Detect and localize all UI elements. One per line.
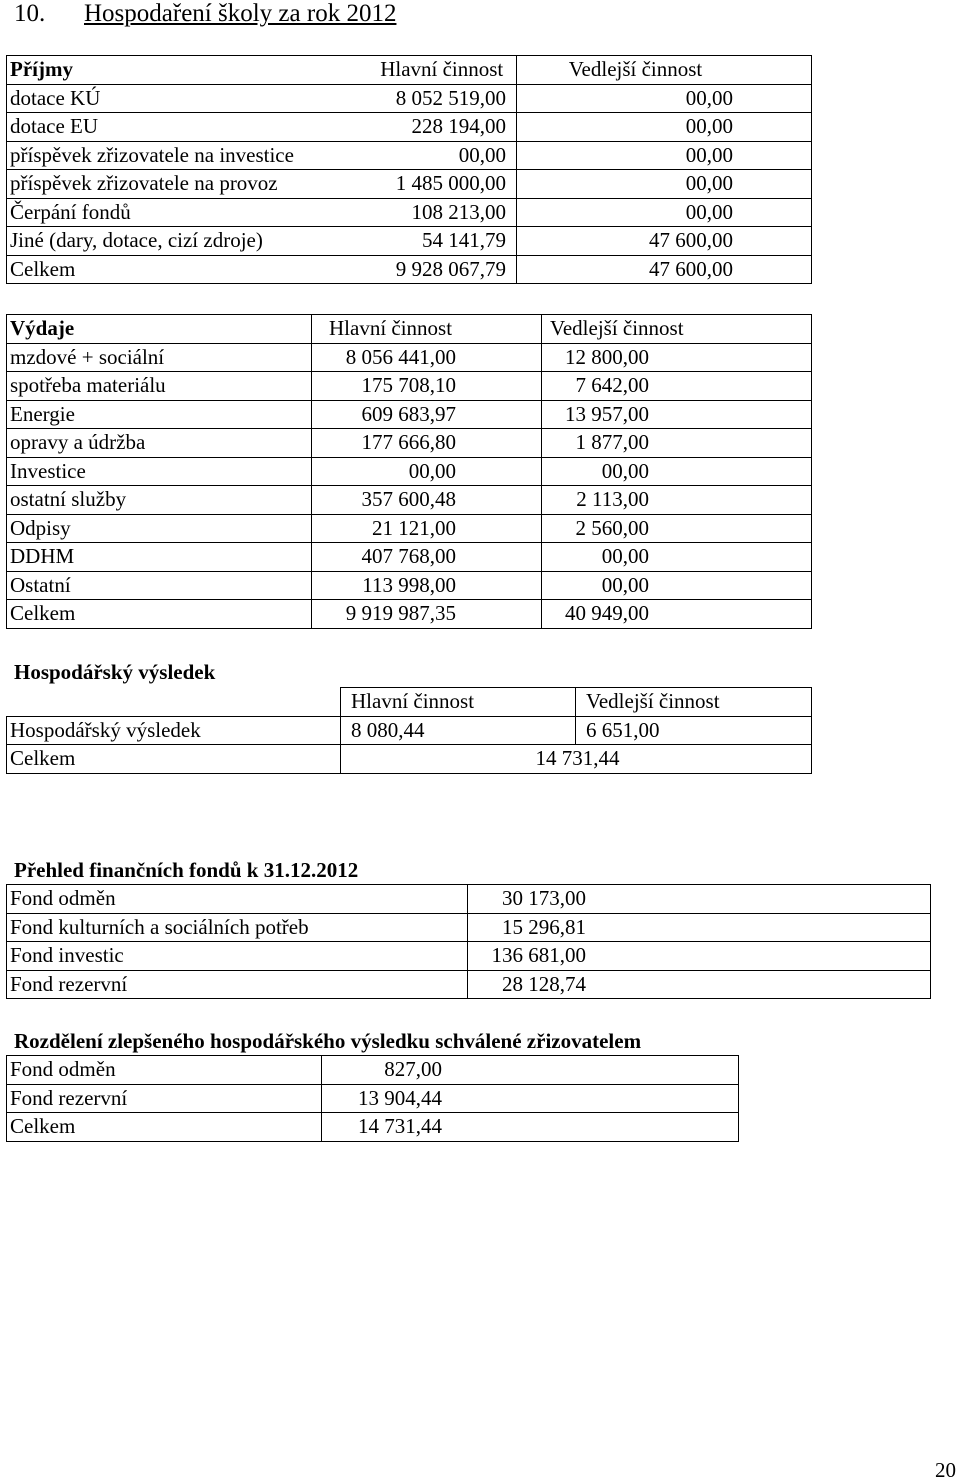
column-header-blank [7,688,341,717]
table-row [7,113,812,142]
result-title: Hospodářský výsledek [14,660,216,684]
column-header-main: Hlavní činnost [312,315,542,344]
section-title: Hospodaření školy za rok 2012 [84,0,397,27]
secondary-value: 00,00 [517,141,812,170]
row-label: Čerpání fondů [7,198,365,227]
secondary-value: 00,00 [542,571,812,600]
fund-amount: 15 296,81 [502,914,586,939]
fund-value [468,885,931,914]
secondary-value: 00,00 [517,84,812,113]
secondary-value: 6 651,00 [576,716,812,745]
table-row [7,885,931,914]
secondary-value: 2 560,00 [542,514,812,543]
result-table [6,687,812,774]
table-row [7,913,931,942]
distribution-label: Celkem [7,1113,322,1142]
table-row [7,400,812,429]
table-row [7,343,812,372]
secondary-value: 13 957,00 [542,400,812,429]
table-row [7,571,812,600]
main-value: 113 998,00 [312,571,542,600]
row-label: dotace EU [7,113,365,142]
total-row [7,1113,739,1142]
table-row [7,141,812,170]
row-label: Celkem [7,745,341,774]
table-row [7,1084,739,1113]
distribution-value [322,1113,739,1142]
total-row [7,745,812,774]
table-row [7,227,812,256]
secondary-value: 12 800,00 [542,343,812,372]
row-label: příspěvek zřizovatele na investice [7,141,365,170]
expenses-table [6,314,812,629]
secondary-value: 00,00 [542,457,812,486]
fund-amount: 28 128,74 [502,971,586,996]
table-row [7,198,812,227]
secondary-value: 47 600,00 [517,255,812,284]
table-row [7,170,812,199]
distribution-amount: 13 904,44 [358,1085,442,1110]
main-value: 108 213,00 [365,198,517,227]
secondary-value: 40 949,00 [542,600,812,629]
table-header-row [7,315,812,344]
table-row [7,543,812,572]
main-value: 9 919 987,35 [312,600,542,629]
secondary-value: 00,00 [542,543,812,572]
distribution-value [322,1056,739,1085]
table-header-row [7,56,812,85]
main-value: 21 121,00 [312,514,542,543]
table-row [7,942,931,971]
row-label: Celkem [7,600,312,629]
income-header: Příjmy [7,56,365,85]
row-label: spotřeba materiálu [7,372,312,401]
funds-title: Přehled finančních fondů k 31.12.2012 [14,858,359,882]
row-label: příspěvek zřizovatele na provoz [7,170,365,199]
fund-label: Fond kulturních a sociálních potřeb [7,913,468,942]
secondary-value: 47 600,00 [517,227,812,256]
row-label: Ostatní [7,571,312,600]
fund-value [468,970,931,999]
distribution-label: Fond rezervní [7,1084,322,1113]
expenses-header: Výdaje [7,315,312,344]
row-label: ostatní služby [7,486,312,515]
fund-label: Fond rezervní [7,970,468,999]
main-value: 00,00 [365,141,517,170]
secondary-value: 00,00 [517,113,812,142]
total-row [7,255,812,284]
main-value: 175 708,10 [312,372,542,401]
table-row [7,514,812,543]
row-label: Hospodářský výsledek [7,716,341,745]
table-row [7,457,812,486]
section-heading [14,0,396,28]
income-table [6,55,812,284]
table-row [7,1056,739,1085]
main-value: 9 928 067,79 [365,255,517,284]
column-header-secondary: Vedlejší činnost [517,56,812,85]
table-row [7,372,812,401]
main-value: 228 194,00 [365,113,517,142]
main-value: 177 666,80 [312,429,542,458]
table-row [7,970,931,999]
main-value: 00,00 [312,457,542,486]
section-number: 10. [14,0,46,27]
page-number: 20 [935,1458,956,1482]
secondary-value: 00,00 [517,170,812,199]
row-label: opravy a údržba [7,429,312,458]
funds-table [6,884,931,999]
row-label: Celkem [7,255,365,284]
fund-value [468,913,931,942]
row-label: Odpisy [7,514,312,543]
main-value: 407 768,00 [312,543,542,572]
main-value: 8 052 519,00 [365,84,517,113]
column-header-main: Hlavní činnost [341,688,576,717]
total-value: 14 731,44 [341,745,812,774]
table-header-row [7,688,812,717]
fund-label: Fond investic [7,942,468,971]
distribution-amount: 14 731,44 [358,1114,442,1139]
table-row [7,716,812,745]
main-value: 8 080,44 [341,716,576,745]
secondary-value: 2 113,00 [542,486,812,515]
total-row [7,600,812,629]
main-value: 1 485 000,00 [365,170,517,199]
distribution-value [322,1084,739,1113]
column-header-secondary: Vedlejší činnost [542,315,812,344]
table-row [7,429,812,458]
fund-value [468,942,931,971]
main-value: 609 683,97 [312,400,542,429]
fund-amount: 136 681,00 [491,943,586,968]
row-label: DDHM [7,543,312,572]
fund-label: Fond odměn [7,885,468,914]
column-header-secondary: Vedlejší činnost [576,688,812,717]
distribution-label: Fond odměn [7,1056,322,1085]
row-label: dotace KÚ [7,84,365,113]
main-value: 8 056 441,00 [312,343,542,372]
distribution-amount: 827,00 [384,1057,442,1082]
secondary-value: 7 642,00 [542,372,812,401]
distribution-table [6,1055,739,1142]
column-header-main: Hlavní činnost [365,56,517,85]
table-row [7,486,812,515]
fund-amount: 30 173,00 [502,886,586,911]
row-label: Jiné (dary, dotace, cizí zdroje) [7,227,365,256]
table-row [7,84,812,113]
row-label: mzdové + sociální [7,343,312,372]
row-label: Investice [7,457,312,486]
distribution-title: Rozdělení zlepšeného hospodářského výsledku schválené zřizovatelem [14,1029,642,1053]
main-value: 54 141,79 [365,227,517,256]
main-value: 357 600,48 [312,486,542,515]
row-label: Energie [7,400,312,429]
secondary-value: 00,00 [517,198,812,227]
secondary-value: 1 877,00 [542,429,812,458]
